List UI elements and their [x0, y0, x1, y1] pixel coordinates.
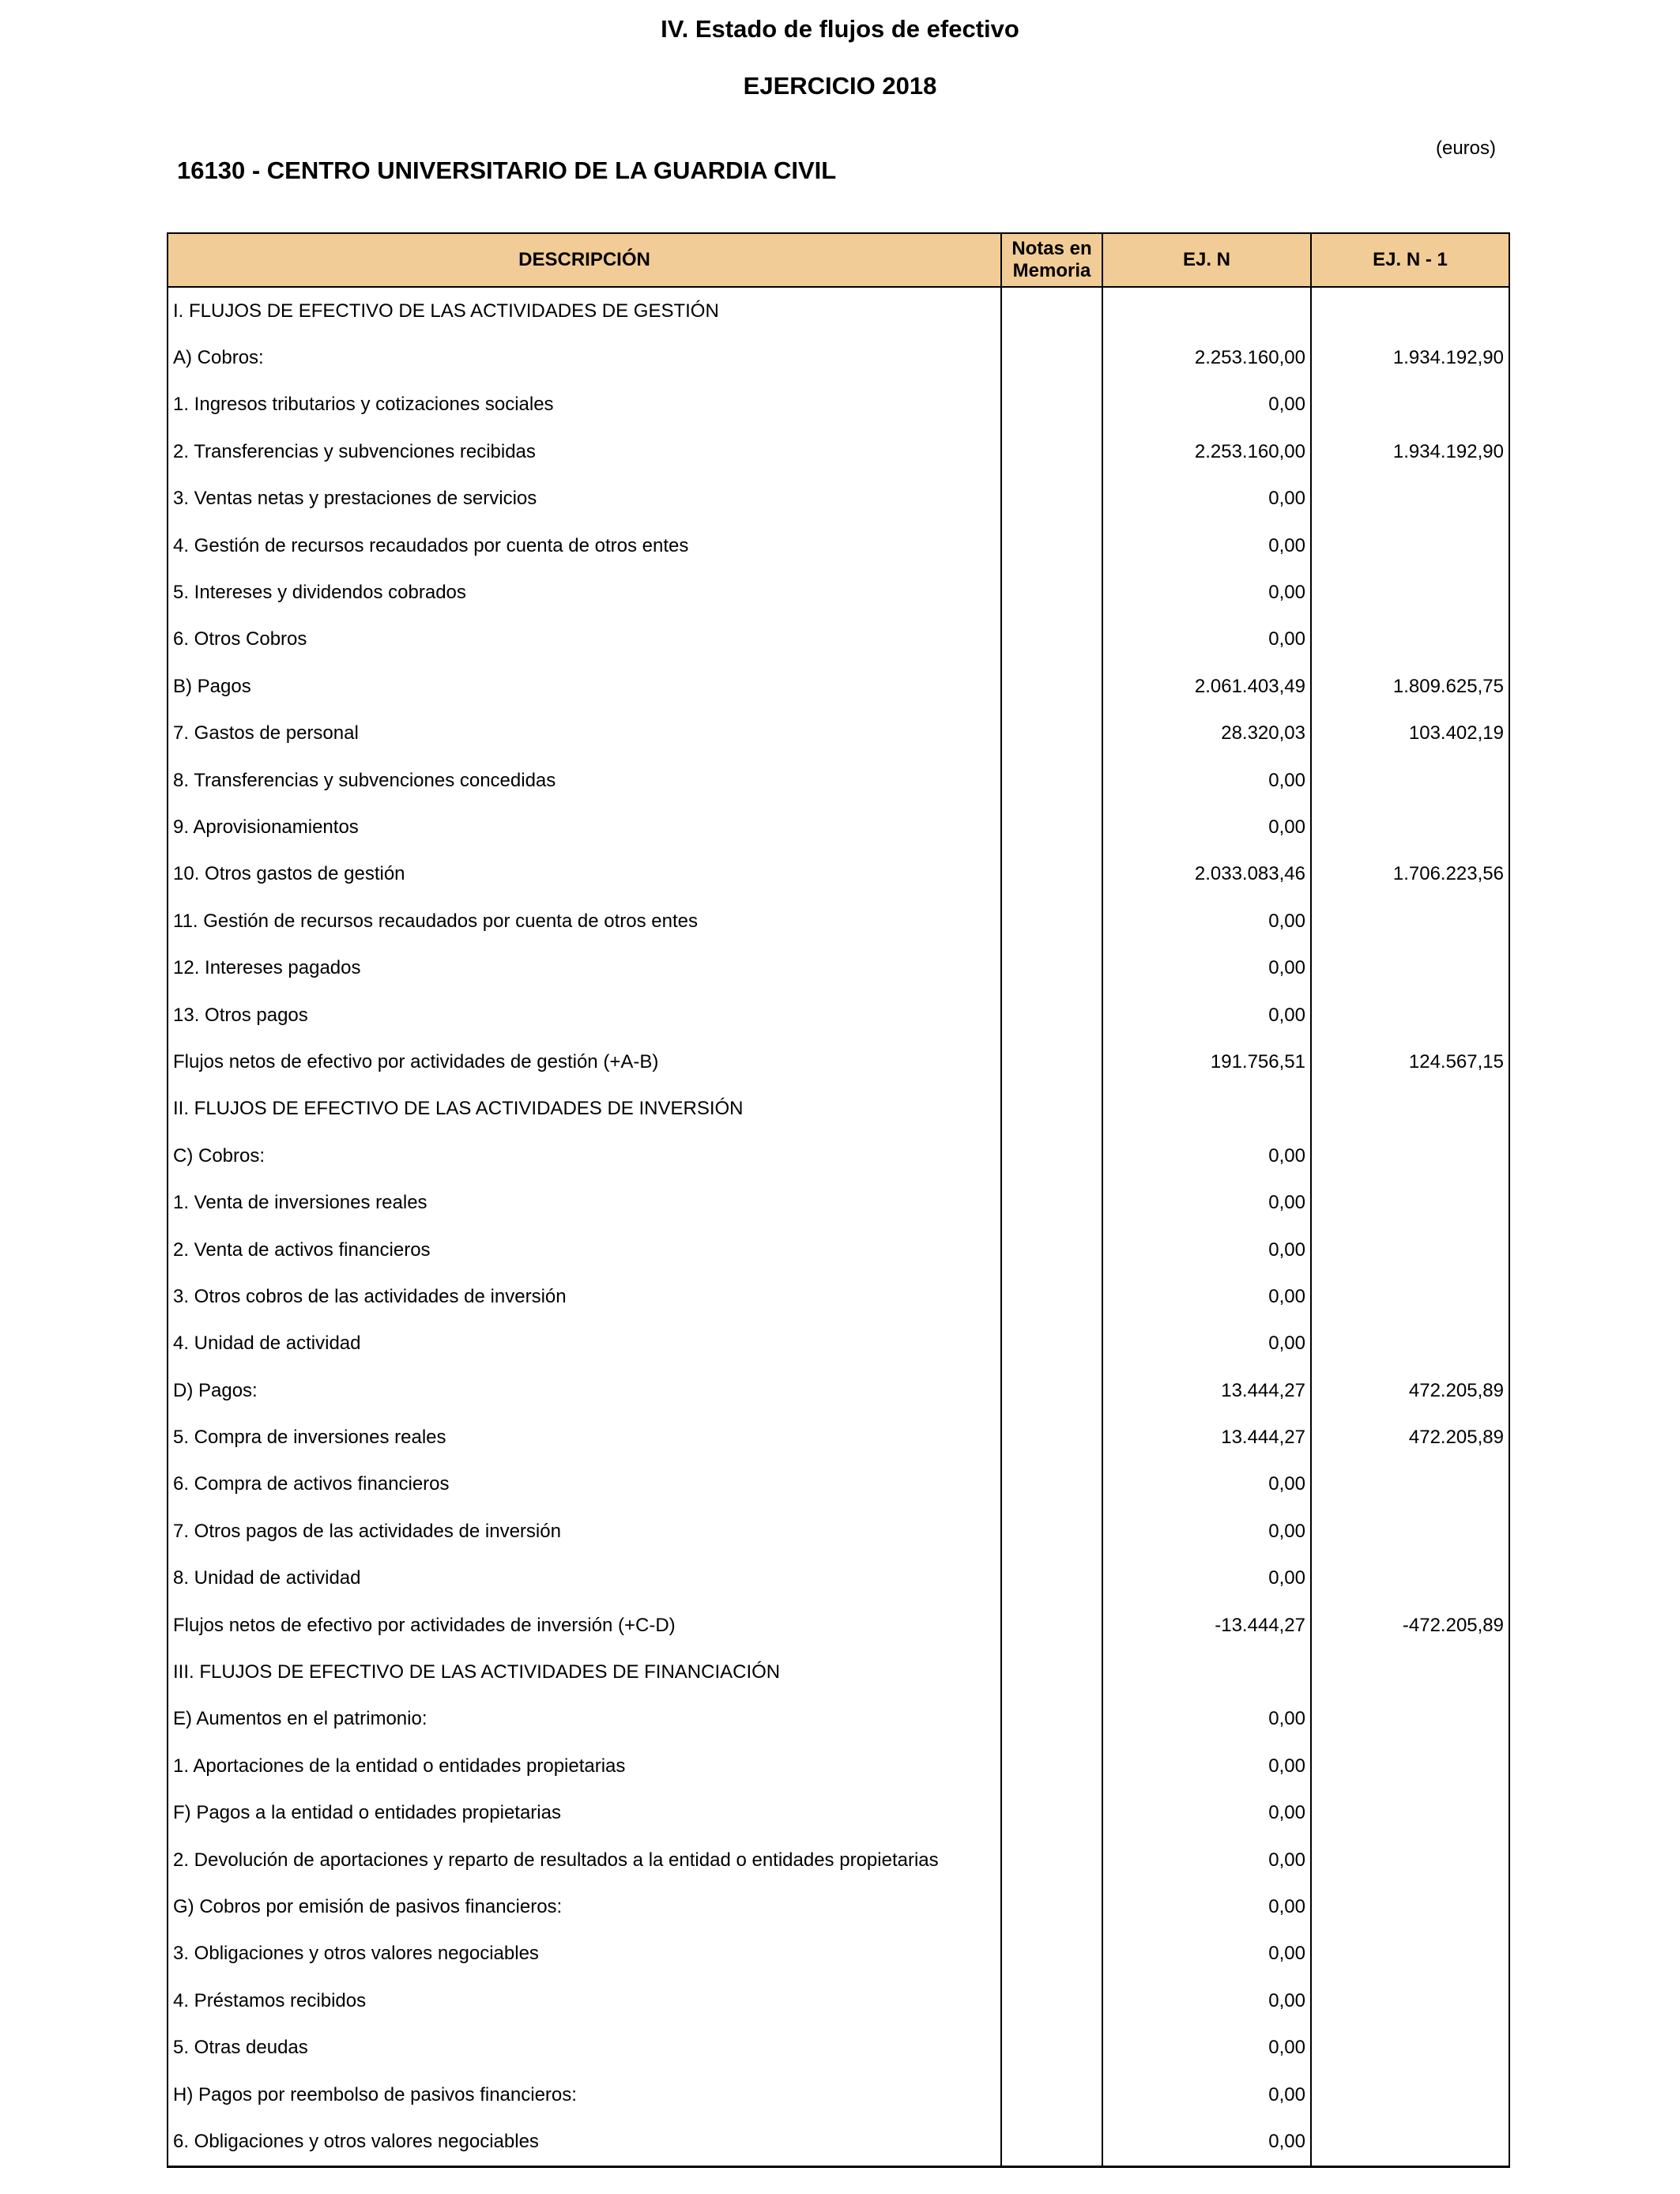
row-value-current: 13.444,27	[1102, 1367, 1311, 1414]
row-description: 3. Otros cobros de las actividades de inversión	[168, 1273, 1001, 1320]
table-row	[168, 1133, 1509, 1179]
row-description: 3. Obligaciones y otros valores negociables	[168, 1931, 1001, 1977]
table-row	[168, 1696, 1509, 1743]
row-value-current: 0,00	[1102, 1837, 1311, 1883]
row-description: H) Pagos por reembolso de pasivos financieros:	[168, 2071, 1001, 2118]
row-value-current: 2.061.403,49	[1102, 663, 1311, 710]
row-value-prior	[1311, 1977, 1509, 2024]
row-notes	[1001, 522, 1102, 569]
entity-name: 16130 - CENTRO UNIVERSITARIO DE LA GUARDIA CIVIL	[177, 156, 837, 184]
row-value-current: 0,00	[1102, 1696, 1311, 1743]
row-notes	[1001, 1133, 1102, 1179]
row-value-current: 0,00	[1102, 522, 1311, 569]
row-value-prior	[1311, 1508, 1509, 1555]
table-row	[168, 382, 1509, 428]
row-value-prior	[1311, 992, 1509, 1039]
row-value-prior	[1311, 616, 1509, 663]
row-value-prior	[1311, 1133, 1509, 1179]
row-value-prior	[1311, 1649, 1509, 1695]
row-value-prior	[1311, 1227, 1509, 1273]
row-value-prior	[1311, 287, 1509, 334]
row-description: G) Cobros por emisión de pasivos financieros:	[168, 1883, 1001, 1930]
row-notes	[1001, 2024, 1102, 2071]
row-value-current: 0,00	[1102, 804, 1311, 850]
row-description: 11. Gestión de recursos recaudados por cuenta de otros entes	[168, 898, 1001, 944]
table-row	[168, 944, 1509, 991]
row-notes	[1001, 1227, 1102, 1273]
col-header-description: DESCRIPCIÓN	[168, 233, 1001, 287]
row-value-current: -13.444,27	[1102, 1602, 1311, 1649]
row-notes	[1001, 944, 1102, 991]
row-value-current: 0,00	[1102, 1461, 1311, 1508]
row-notes	[1001, 569, 1102, 616]
row-notes	[1001, 804, 1102, 850]
row-notes	[1001, 898, 1102, 944]
row-notes	[1001, 1273, 1102, 1320]
table-header-row	[168, 233, 1509, 287]
row-notes	[1001, 1696, 1102, 1743]
row-value-current: 0,00	[1102, 898, 1311, 944]
table-row	[168, 1273, 1509, 1320]
row-description: A) Cobros:	[168, 334, 1001, 381]
table-row	[168, 1414, 1509, 1461]
row-notes	[1001, 1931, 1102, 1977]
table-row	[168, 1977, 1509, 2024]
table-row	[168, 1508, 1509, 1555]
row-value-prior	[1311, 898, 1509, 944]
row-value-prior	[1311, 1321, 1509, 1367]
row-value-current: 0,00	[1102, 1931, 1311, 1977]
row-value-current: 0,00	[1102, 1227, 1311, 1273]
table-row	[168, 757, 1509, 804]
row-value-current: 0,00	[1102, 476, 1311, 522]
row-description: 8. Unidad de actividad	[168, 1555, 1001, 1602]
table-row	[168, 1367, 1509, 1414]
row-value-prior	[1311, 1931, 1509, 1977]
row-value-prior	[1311, 2024, 1509, 2071]
row-notes	[1001, 1790, 1102, 1837]
row-value-prior: 103.402,19	[1311, 711, 1509, 757]
table-row	[168, 1743, 1509, 1789]
row-description: 7. Gastos de personal	[168, 711, 1001, 757]
row-value-current: 191.756,51	[1102, 1039, 1311, 1085]
row-description: 10. Otros gastos de gestión	[168, 851, 1001, 898]
table-row	[168, 476, 1509, 522]
row-value-prior	[1311, 476, 1509, 522]
row-value-prior	[1311, 382, 1509, 428]
cash-flow-table	[167, 232, 1510, 2168]
row-description: I. FLUJOS DE EFECTIVO DE LAS ACTIVIDADES DE GESTIÓN	[168, 287, 1001, 334]
row-notes	[1001, 287, 1102, 334]
table-row	[168, 2118, 1509, 2166]
row-notes	[1001, 334, 1102, 381]
row-notes	[1001, 1555, 1102, 1602]
row-value-current: 13.444,27	[1102, 1414, 1311, 1461]
row-description: 1. Venta de inversiones reales	[168, 1179, 1001, 1226]
row-notes	[1001, 382, 1102, 428]
row-notes	[1001, 1883, 1102, 1930]
table-row	[168, 804, 1509, 850]
row-description: C) Cobros:	[168, 1133, 1001, 1179]
row-description: 5. Otras deudas	[168, 2024, 1001, 2071]
row-value-prior: 124.567,15	[1311, 1039, 1509, 1085]
row-value-prior	[1311, 757, 1509, 804]
row-notes	[1001, 757, 1102, 804]
row-value-prior	[1311, 2118, 1509, 2166]
row-description: 3. Ventas netas y prestaciones de servicios	[168, 476, 1001, 522]
row-description: III. FLUJOS DE EFECTIVO DE LAS ACTIVIDADES DE FINANCIACIÓN	[168, 1649, 1001, 1695]
row-notes	[1001, 428, 1102, 475]
row-value-current: 0,00	[1102, 1321, 1311, 1367]
row-value-prior: 472.205,89	[1311, 1414, 1509, 1461]
row-notes	[1001, 2118, 1102, 2166]
table-row	[168, 428, 1509, 475]
table-row	[168, 334, 1509, 381]
row-description: 6. Otros Cobros	[168, 616, 1001, 663]
table-row	[168, 1790, 1509, 1837]
row-value-current: 0,00	[1102, 2071, 1311, 2118]
row-value-current	[1102, 287, 1311, 334]
row-value-current: 0,00	[1102, 1883, 1311, 1930]
row-notes	[1001, 476, 1102, 522]
row-value-prior: 1.934.192,90	[1311, 334, 1509, 381]
row-description: 4. Gestión de recursos recaudados por cuenta de otros entes	[168, 522, 1001, 569]
row-value-prior	[1311, 1696, 1509, 1743]
statement-title: IV. Estado de flujos de efectivo	[661, 15, 1019, 43]
row-notes	[1001, 1321, 1102, 1367]
row-description: 2. Transferencias y subvenciones recibidas	[168, 428, 1001, 475]
row-value-prior	[1311, 1743, 1509, 1789]
row-value-prior	[1311, 1883, 1509, 1930]
table-row	[168, 1883, 1509, 1930]
row-value-current: 0,00	[1102, 1977, 1311, 2024]
row-value-prior	[1311, 1555, 1509, 1602]
table-row	[168, 1321, 1509, 1367]
row-value-prior: 1.706.223,56	[1311, 851, 1509, 898]
row-description: 7. Otros pagos de las actividades de inversión	[168, 1508, 1001, 1555]
row-value-current: 0,00	[1102, 2024, 1311, 2071]
row-notes	[1001, 1837, 1102, 1883]
row-value-prior	[1311, 2071, 1509, 2118]
row-value-prior	[1311, 1790, 1509, 1837]
col-header-current-year: EJ. N	[1102, 233, 1311, 287]
table-row	[168, 711, 1509, 757]
row-value-prior: 472.205,89	[1311, 1367, 1509, 1414]
row-value-current: 28.320,03	[1102, 711, 1311, 757]
row-value-prior: 1.934.192,90	[1311, 428, 1509, 475]
row-notes	[1001, 616, 1102, 663]
row-description: F) Pagos a la entidad o entidades propietarias	[168, 1790, 1001, 1837]
row-value-prior	[1311, 944, 1509, 991]
table-row	[168, 1179, 1509, 1226]
row-notes	[1001, 1649, 1102, 1695]
table-row	[168, 1227, 1509, 1273]
row-notes	[1001, 663, 1102, 710]
row-description: 4. Unidad de actividad	[168, 1321, 1001, 1367]
table-row	[168, 569, 1509, 616]
table-row	[168, 898, 1509, 944]
row-description: 12. Intereses pagados	[168, 944, 1001, 991]
row-value-prior	[1311, 1273, 1509, 1320]
row-value-current: 0,00	[1102, 1555, 1311, 1602]
row-description: Flujos netos de efectivo por actividades de inversión (+C-D)	[168, 1602, 1001, 1649]
row-notes	[1001, 1086, 1102, 1133]
table-row	[168, 1602, 1509, 1649]
row-value-current: 0,00	[1102, 616, 1311, 663]
table-row	[168, 2024, 1509, 2071]
table-row	[168, 1649, 1509, 1695]
currency-units: (euros)	[1435, 138, 1497, 159]
row-value-prior	[1311, 1179, 1509, 1226]
row-value-current: 0,00	[1102, 757, 1311, 804]
col-header-notes: Notas en Memoria	[1001, 233, 1102, 287]
row-description: 2. Devolución de aportaciones y reparto de resultados a la entidad o entidades propietarias	[168, 1837, 1001, 1883]
row-description: 5. Intereses y dividendos cobrados	[168, 569, 1001, 616]
row-notes	[1001, 1367, 1102, 1414]
table-row	[168, 992, 1509, 1039]
row-notes	[1001, 2071, 1102, 2118]
row-description: Flujos netos de efectivo por actividades de gestión (+A-B)	[168, 1039, 1001, 1085]
table-row	[168, 1931, 1509, 1977]
row-description: D) Pagos:	[168, 1367, 1001, 1414]
row-value-current: 0,00	[1102, 992, 1311, 1039]
table-row	[168, 663, 1509, 710]
row-value-current: 0,00	[1102, 1179, 1311, 1226]
row-description: II. FLUJOS DE EFECTIVO DE LAS ACTIVIDADES DE INVERSIÓN	[168, 1086, 1001, 1133]
row-notes	[1001, 1039, 1102, 1085]
row-value-current: 0,00	[1102, 1790, 1311, 1837]
row-value-current: 0,00	[1102, 2118, 1311, 2166]
row-description: 5. Compra de inversiones reales	[168, 1414, 1001, 1461]
row-notes	[1001, 1179, 1102, 1226]
row-description: E) Aumentos en el patrimonio:	[168, 1696, 1001, 1743]
row-value-current: 0,00	[1102, 1133, 1311, 1179]
row-description: 4. Préstamos recibidos	[168, 1977, 1001, 2024]
row-description: 8. Transferencias y subvenciones concedidas	[168, 757, 1001, 804]
row-value-current: 0,00	[1102, 382, 1311, 428]
row-value-prior	[1311, 1461, 1509, 1508]
table-row	[168, 1039, 1509, 1085]
row-value-current: 0,00	[1102, 1273, 1311, 1320]
row-notes	[1001, 1461, 1102, 1508]
row-description: 2. Venta de activos financieros	[168, 1227, 1001, 1273]
row-notes	[1001, 1602, 1102, 1649]
row-value-prior: -472.205,89	[1311, 1602, 1509, 1649]
row-description: 9. Aprovisionamientos	[168, 804, 1001, 850]
row-value-current: 0,00	[1102, 1743, 1311, 1789]
table-row	[168, 1461, 1509, 1508]
row-notes	[1001, 1977, 1102, 2024]
row-value-current: 2.253.160,00	[1102, 428, 1311, 475]
row-notes	[1001, 851, 1102, 898]
row-value-current: 0,00	[1102, 569, 1311, 616]
row-value-current: 2.253.160,00	[1102, 334, 1311, 381]
table-row	[168, 522, 1509, 569]
row-notes	[1001, 1743, 1102, 1789]
row-notes	[1001, 1508, 1102, 1555]
row-notes	[1001, 992, 1102, 1039]
row-value-prior	[1311, 1086, 1509, 1133]
row-description: B) Pagos	[168, 663, 1001, 710]
row-value-current	[1102, 1086, 1311, 1133]
row-value-current: 0,00	[1102, 944, 1311, 991]
row-value-prior	[1311, 804, 1509, 850]
table-row	[168, 287, 1509, 334]
table-row	[168, 616, 1509, 663]
row-description: 6. Obligaciones y otros valores negociables	[168, 2118, 1001, 2166]
row-notes	[1001, 1414, 1102, 1461]
row-description: 13. Otros pagos	[168, 992, 1001, 1039]
row-description: 1. Aportaciones de la entidad o entidades propietarias	[168, 1743, 1001, 1789]
row-value-current: 0,00	[1102, 1508, 1311, 1555]
row-value-prior: 1.809.625,75	[1311, 663, 1509, 710]
row-value-prior	[1311, 569, 1509, 616]
row-value-current	[1102, 1649, 1311, 1695]
col-header-prior-year: EJ. N - 1	[1311, 233, 1509, 287]
table-row	[168, 1837, 1509, 1883]
table-row	[168, 851, 1509, 898]
table-row	[168, 1555, 1509, 1602]
row-notes	[1001, 711, 1102, 757]
row-value-prior	[1311, 1837, 1509, 1883]
row-value-current: 2.033.083,46	[1102, 851, 1311, 898]
table-row	[168, 2071, 1509, 2118]
table-body	[168, 287, 1509, 2166]
table-row	[168, 1086, 1509, 1133]
row-value-prior	[1311, 522, 1509, 569]
row-description: 1. Ingresos tributarios y cotizaciones sociales	[168, 382, 1001, 428]
row-description: 6. Compra de activos financieros	[168, 1461, 1001, 1508]
fiscal-year: EJERCICIO 2018	[743, 72, 937, 100]
